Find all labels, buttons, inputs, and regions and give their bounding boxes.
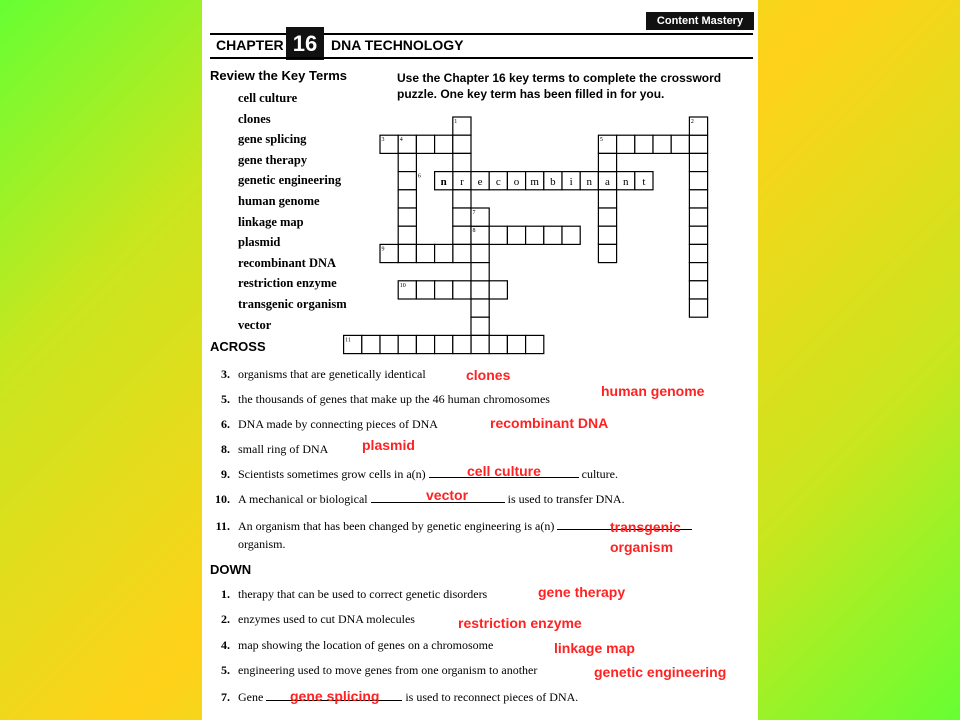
chapter-title: DNA TECHNOLOGY	[331, 37, 464, 53]
answer-genetic-engineering: genetic engineering	[594, 664, 727, 680]
clue-text-continued: organism.	[238, 537, 286, 551]
crossword-letter: m	[530, 176, 539, 189]
clue-text: organisms that are genetically identical	[238, 367, 426, 381]
clue-text-before: A mechanical or biological	[238, 492, 368, 506]
key-term: genetic engineering	[238, 173, 342, 188]
crossword-cell	[453, 135, 471, 153]
crossword-cell	[507, 335, 525, 353]
crossword-cell	[453, 281, 471, 299]
crossword-cell	[598, 226, 616, 244]
crossword-cell	[598, 208, 616, 226]
crossword-number: 1	[454, 119, 458, 125]
answer-restriction-enzyme: restriction enzyme	[458, 615, 582, 631]
key-term: restriction enzyme	[238, 276, 337, 291]
across-heading: ACROSS	[210, 339, 266, 354]
crossword-number: 8	[472, 228, 476, 235]
clue-text: engineering used to move genes from one organism to another	[238, 663, 538, 677]
crossword-cell	[416, 335, 434, 353]
worksheet-page	[202, 0, 758, 720]
crossword-cell	[435, 244, 453, 262]
crossword-cell	[380, 335, 398, 353]
crossword-cell	[435, 135, 453, 153]
crossword-cell	[471, 317, 489, 335]
clue-text: therapy that can be used to correct genetic disorders	[238, 587, 488, 601]
crossword-number: 11	[345, 337, 351, 344]
crossword-cell	[362, 335, 380, 353]
crossword-cell	[398, 172, 416, 190]
crossword-number: 7	[472, 210, 476, 216]
crossword-letter: n	[586, 176, 593, 189]
clue-text-after: is used to transfer DNA.	[507, 492, 625, 506]
clue-number: 5.	[221, 392, 230, 406]
crossword-cell	[689, 299, 707, 317]
key-term: human genome	[238, 193, 320, 208]
clue-number: 4.	[221, 638, 230, 652]
crossword-letter: b	[550, 176, 556, 189]
crossword-cell	[398, 335, 416, 353]
answer-plasmid: plasmid	[362, 437, 415, 453]
crossword-cell	[398, 190, 416, 208]
clue-text: map showing the location of genes on a chromosome	[238, 638, 494, 652]
clue-number: 10.	[215, 492, 230, 506]
crossword-number: 2	[690, 119, 694, 125]
answer-linkage-map: linkage map	[554, 640, 635, 656]
crossword-cell	[507, 226, 525, 244]
key-term: plasmid	[238, 235, 281, 250]
crossword-letter: c	[495, 176, 501, 189]
clue-number: 2.	[221, 612, 230, 626]
crossword-cell	[453, 153, 471, 171]
crossword-letter: i	[569, 176, 573, 189]
crossword-cell	[598, 190, 616, 208]
crossword-cell	[689, 226, 707, 244]
crossword-number: 6	[417, 173, 421, 180]
crossword-cell	[416, 135, 434, 153]
answer-gene-therapy: gene therapy	[538, 584, 626, 600]
crossword-letter: n	[440, 176, 447, 189]
answer-recombinant-dna: recombinant DNA	[490, 415, 609, 431]
clue-number: 1.	[221, 587, 230, 601]
crossword-letter: n	[622, 176, 629, 189]
crossword-cell	[471, 299, 489, 317]
crossword-cell	[435, 281, 453, 299]
key-term: gene therapy	[238, 152, 308, 167]
clue-text: enzymes used to cut DNA molecules	[238, 612, 415, 626]
clue-text: the thousands of genes that make up the 46 human chromosomes	[238, 392, 550, 406]
crossword-letter: e	[477, 176, 483, 189]
crossword-number: 3	[381, 137, 385, 144]
clue-text-after: culture.	[581, 467, 618, 481]
crossword-cell	[653, 135, 671, 153]
crossword-number: 9	[381, 246, 385, 253]
review-heading: Review the Key Terms	[210, 68, 348, 83]
clue-number: 11.	[215, 519, 230, 533]
crossword-cell	[617, 135, 635, 153]
key-term: cell culture	[238, 91, 298, 105]
crossword-cell	[398, 208, 416, 226]
crossword-cell	[544, 226, 562, 244]
clue-text: small ring of DNA	[238, 442, 329, 456]
answer-vector: vector	[426, 487, 469, 503]
clue-text	[238, 467, 618, 482]
clue-number: 6.	[221, 417, 230, 431]
clue-number: 7.	[221, 690, 230, 704]
crossword-cell	[398, 153, 416, 171]
crossword-cell	[453, 244, 471, 262]
crossword-cell	[489, 226, 507, 244]
crossword-cell	[689, 172, 707, 190]
key-term: linkage map	[238, 214, 304, 229]
crossword-cell	[453, 190, 471, 208]
crossword-letter: a	[605, 176, 610, 189]
crossword-cell	[526, 226, 544, 244]
crossword-cell	[598, 244, 616, 262]
crossword-cell	[471, 281, 489, 299]
crossword-cell	[471, 335, 489, 353]
chapter-number: 16	[286, 27, 324, 60]
clue-text: DNA made by connecting pieces of DNA	[238, 417, 438, 431]
crossword-cell	[453, 208, 471, 226]
clue-text-before: Gene	[238, 690, 264, 704]
answer-cell-culture: cell culture	[467, 463, 541, 479]
crossword-grid	[202, 0, 758, 360]
crossword-cell	[416, 244, 434, 262]
key-term: transgenic organism	[238, 296, 347, 311]
instructions: Use the Chapter 16 key terms to complete the crossword puzzle. One key term has been filled in for you.	[397, 71, 722, 101]
crossword-cell	[416, 281, 434, 299]
crossword-number: 10	[399, 282, 406, 289]
clue-number: 9.	[221, 467, 230, 481]
key-term: clones	[238, 111, 271, 126]
crossword-cell	[562, 226, 580, 244]
crossword-cell	[453, 226, 471, 244]
content-mastery-badge: Content Mastery	[646, 12, 754, 30]
clue-number: 8.	[221, 442, 230, 456]
answer-organism: organism	[610, 539, 674, 555]
crossword-cell	[471, 263, 489, 281]
crossword-number: 4	[399, 137, 403, 144]
crossword-cell	[635, 135, 653, 153]
crossword-cell	[689, 208, 707, 226]
crossword-number: 5	[599, 137, 603, 144]
crossword-cell	[689, 153, 707, 171]
clue-text-before: Scientists sometimes grow cells in a(n)	[238, 467, 426, 481]
chapter-label: CHAPTER	[216, 37, 284, 53]
clue-number: 5.	[221, 663, 230, 677]
clue-number: 3.	[221, 367, 230, 381]
crossword-letter: o	[513, 176, 520, 189]
crossword-cell	[398, 226, 416, 244]
crossword-cell	[489, 335, 507, 353]
crossword-cell	[435, 335, 453, 353]
crossword-cell	[689, 135, 707, 153]
crossword-cell	[598, 153, 616, 171]
crossword-letter: r	[460, 176, 464, 189]
crossword-cell	[471, 244, 489, 262]
crossword-cell	[453, 335, 471, 353]
answer-human-genome: human genome	[601, 383, 705, 399]
key-term: vector	[238, 317, 272, 332]
answer-clones: clones	[466, 367, 511, 383]
crossword-cell	[689, 263, 707, 281]
crossword-cell	[671, 135, 689, 153]
answer-transgenic: transgenic	[610, 519, 681, 535]
crossword-cell	[489, 281, 507, 299]
answer-gene-splicing: gene splicing	[290, 688, 380, 704]
clue-text-before: An organism that has been changed by genetic engineering is a(n)	[238, 519, 555, 533]
crossword-cell	[398, 244, 416, 262]
crossword-cell	[526, 335, 544, 353]
crossword-cell	[689, 281, 707, 299]
clue-text-after: is used to reconnect pieces of DNA.	[405, 690, 579, 704]
down-heading: DOWN	[210, 562, 252, 577]
crossword-letter: t	[642, 176, 646, 189]
crossword-cell	[689, 244, 707, 262]
key-term: recombinant DNA	[238, 255, 337, 270]
key-term: gene splicing	[238, 132, 307, 147]
crossword-cell	[689, 190, 707, 208]
